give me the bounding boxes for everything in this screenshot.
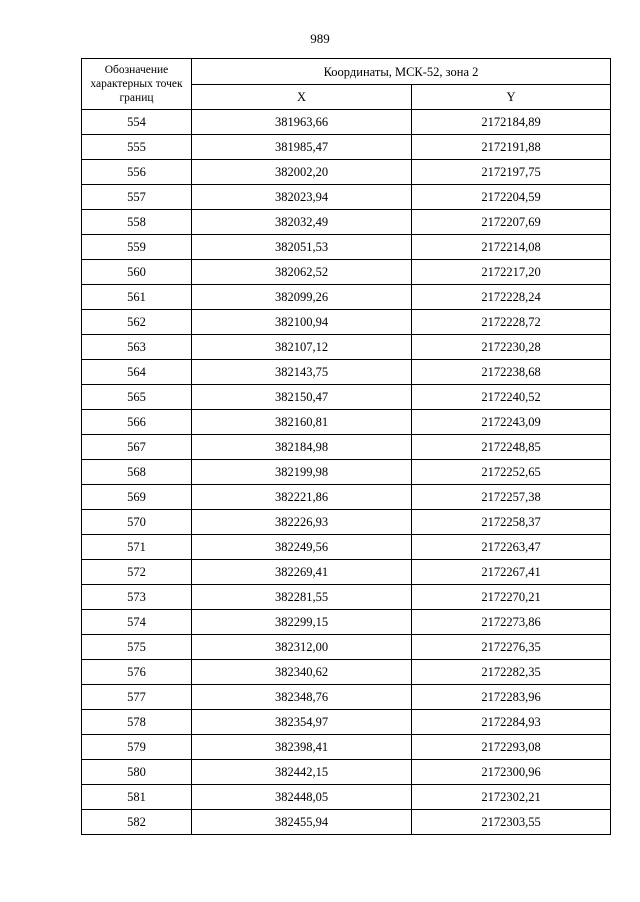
- x-value: 382143,75: [192, 360, 412, 385]
- y-value: 2172214,08: [412, 235, 611, 260]
- x-value: 382032,49: [192, 210, 412, 235]
- point-id: 572: [82, 560, 192, 585]
- point-id: 579: [82, 735, 192, 760]
- table-row: [82, 110, 611, 135]
- x-value: 382269,41: [192, 560, 412, 585]
- y-value: 2172184,89: [412, 110, 611, 135]
- point-id: 575: [82, 635, 192, 660]
- table-row: [82, 735, 611, 760]
- y-value: 2172204,59: [412, 185, 611, 210]
- table-row: [82, 810, 611, 835]
- table-row: [82, 235, 611, 260]
- point-id: 555: [82, 135, 192, 160]
- table-row: [82, 210, 611, 235]
- y-value: 2172303,55: [412, 810, 611, 835]
- point-id: 557: [82, 185, 192, 210]
- table-row: [82, 310, 611, 335]
- page-number: 989: [310, 31, 330, 46]
- y-value: 2172283,96: [412, 685, 611, 710]
- x-value: 382100,94: [192, 310, 412, 335]
- y-value: 2172240,52: [412, 385, 611, 410]
- x-value: 382051,53: [192, 235, 412, 260]
- x-value: 382348,76: [192, 685, 412, 710]
- table-row: [82, 485, 611, 510]
- table-row: [82, 785, 611, 810]
- table-row: [82, 760, 611, 785]
- point-id: 567: [82, 435, 192, 460]
- y-value: 2172228,24: [412, 285, 611, 310]
- point-id: 581: [82, 785, 192, 810]
- table-row: [82, 685, 611, 710]
- table-row: [82, 510, 611, 535]
- point-id: 574: [82, 610, 192, 635]
- point-id: 577: [82, 685, 192, 710]
- y-value: 2172263,47: [412, 535, 611, 560]
- x-value: 382107,12: [192, 335, 412, 360]
- table-row: [82, 285, 611, 310]
- y-value: 2172243,09: [412, 410, 611, 435]
- y-value: 2172302,21: [412, 785, 611, 810]
- x-value: 382160,81: [192, 410, 412, 435]
- y-value: 2172197,75: [412, 160, 611, 185]
- table-row: [82, 385, 611, 410]
- y-value: 2172276,35: [412, 635, 611, 660]
- x-value: 382299,15: [192, 610, 412, 635]
- table-row: [82, 160, 611, 185]
- y-value: 2172293,08: [412, 735, 611, 760]
- table-row: [82, 185, 611, 210]
- y-value: 2172258,37: [412, 510, 611, 535]
- table-row: [82, 410, 611, 435]
- table-row: [82, 610, 611, 635]
- point-id: 580: [82, 760, 192, 785]
- table-row: [82, 635, 611, 660]
- x-value: 382062,52: [192, 260, 412, 285]
- x-column-header: X: [192, 85, 412, 110]
- table-row: [82, 135, 611, 160]
- y-value: 2172273,86: [412, 610, 611, 635]
- y-value: 2172217,20: [412, 260, 611, 285]
- table-row: [82, 435, 611, 460]
- table-row: [82, 560, 611, 585]
- point-id: 573: [82, 585, 192, 610]
- y-value: 2172230,28: [412, 335, 611, 360]
- point-id: 560: [82, 260, 192, 285]
- y-value: 2172252,65: [412, 460, 611, 485]
- x-value: 382099,26: [192, 285, 412, 310]
- x-value: 382340,62: [192, 660, 412, 685]
- table-row: [82, 260, 611, 285]
- table-body: [82, 110, 611, 835]
- point-id: 554: [82, 110, 192, 135]
- designation-header: Обозначение характерных точек границ: [82, 59, 192, 110]
- y-value: 2172191,88: [412, 135, 611, 160]
- x-value: 382150,47: [192, 385, 412, 410]
- coordinates-table: [81, 58, 611, 835]
- table-row: [82, 535, 611, 560]
- x-value: 381963,66: [192, 110, 412, 135]
- point-id: 576: [82, 660, 192, 685]
- point-id: 562: [82, 310, 192, 335]
- x-value: 382249,56: [192, 535, 412, 560]
- point-id: 569: [82, 485, 192, 510]
- table-row: [82, 585, 611, 610]
- table-row: [82, 360, 611, 385]
- y-value: 2172238,68: [412, 360, 611, 385]
- point-id: 566: [82, 410, 192, 435]
- table-row: [82, 335, 611, 360]
- point-id: 565: [82, 385, 192, 410]
- x-value: 382281,55: [192, 585, 412, 610]
- x-value: 382442,15: [192, 760, 412, 785]
- table-row: [82, 710, 611, 735]
- x-value: 382312,00: [192, 635, 412, 660]
- point-id: 563: [82, 335, 192, 360]
- y-value: 2172248,85: [412, 435, 611, 460]
- y-column-header: Y: [412, 85, 611, 110]
- table-row: [82, 660, 611, 685]
- point-id: 556: [82, 160, 192, 185]
- point-id: 578: [82, 710, 192, 735]
- x-value: 382199,98: [192, 460, 412, 485]
- x-value: 382455,94: [192, 810, 412, 835]
- x-value: 382226,93: [192, 510, 412, 535]
- x-value: 382398,41: [192, 735, 412, 760]
- point-id: 571: [82, 535, 192, 560]
- x-value: 382184,98: [192, 435, 412, 460]
- y-value: 2172270,21: [412, 585, 611, 610]
- y-value: 2172257,38: [412, 485, 611, 510]
- point-id: 559: [82, 235, 192, 260]
- table-row: [82, 460, 611, 485]
- y-value: 2172284,93: [412, 710, 611, 735]
- point-id: 582: [82, 810, 192, 835]
- y-value: 2172267,41: [412, 560, 611, 585]
- point-id: 568: [82, 460, 192, 485]
- y-value: 2172207,69: [412, 210, 611, 235]
- x-value: 382002,20: [192, 160, 412, 185]
- point-id: 570: [82, 510, 192, 535]
- x-value: 382221,86: [192, 485, 412, 510]
- point-id: 564: [82, 360, 192, 385]
- y-value: 2172228,72: [412, 310, 611, 335]
- x-value: 381985,47: [192, 135, 412, 160]
- x-value: 382023,94: [192, 185, 412, 210]
- y-value: 2172300,96: [412, 760, 611, 785]
- point-id: 558: [82, 210, 192, 235]
- coordinates-header: Координаты, МСК-52, зона 2: [192, 59, 611, 85]
- point-id: 561: [82, 285, 192, 310]
- x-value: 382354,97: [192, 710, 412, 735]
- y-value: 2172282,35: [412, 660, 611, 685]
- x-value: 382448,05: [192, 785, 412, 810]
